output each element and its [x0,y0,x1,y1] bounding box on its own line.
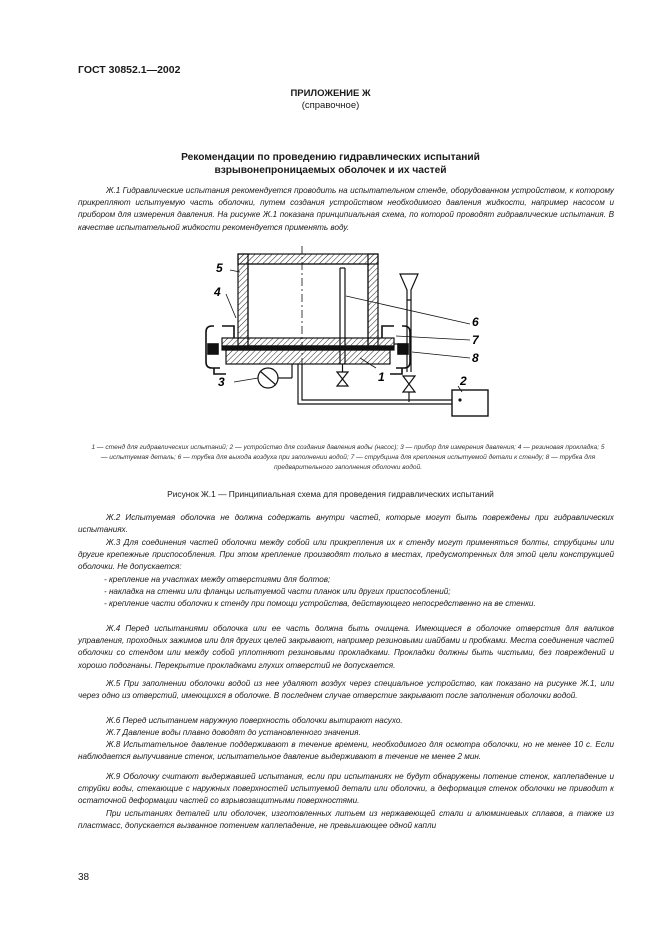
paragraph-zh6: Ж.6 Перед испытанием наружную поверхность оболочки вытирают насухо. [106,716,403,725]
paragraph-zh1: Ж.1 Гидравлические испытания рекомендуется проводить на испытательном стенде, оборудованном устройством, к которому прикрепляют испытуемую часть оболочки, путем создания устройством необходимого давления жидкости, например насосом и прибором для измерения давления. На рисунке Ж.1 показана принципиальная схема, по которой проводят гидравлические испытания. В качестве испытательной жидкости рекомендуется применять воду. [78,186,614,232]
label-6: 6 [472,315,479,329]
label-1: 1 [378,370,385,384]
pump-port [458,398,461,401]
paragraph-zh8: Ж.8 Испытательное давление поддерживают в течение времени, необходимого для осмотра оболочки, но не менее 10 с. Если наблюдается выпучивание стенок, испытательное давление выдерживают в течение не менее 2 мин. [78,740,614,762]
test-part-shell [222,254,394,346]
paragraph-zh4: Ж.4 Перед испытаниями оболочка или ее часть должна быть очищена. Имеющиеся в оболочке отверстия для валиков управления, проходных зажимов или для других целей закрывают, например резиновыми шайбами и пробками. Места соединения частей оболочки со стендом или между собой уплотняют резиновыми прокладками. Прокладки должны быть чистыми, без повреждений и хорошо подогнаны. Перекрытие прокладками глухих отверстий не допускается. [78,624,614,670]
paragraph-zh2: Ж.2 Испытуемая оболочка не должна содержать внутри частей, которые могут быть повреждены при гидравлических испытаниях. [78,513,614,535]
label-2: 2 [460,374,467,388]
filling-tube [394,274,418,402]
paragraph-zh7: Ж.7 Давление воды плавно доводят до установленного значения. [106,728,361,737]
list-item-zh3-2: - накладка на стенки или фланцы испытуемой части планок или других приспособлений; [104,587,451,596]
paragraph-zh5: Ж.5 При заполнении оболочки водой из нее удаляют воздух через специальное устройство, как показано на рисунке Ж.1, или через одно из отверстий, имеющихся в оболочке. В последнем случае отверстие закрывают после заполнения оболочки водой. [78,679,614,701]
label-8: 8 [472,351,479,365]
label-3: 3 [218,375,225,389]
label-5: 5 [216,261,223,275]
list-item-zh3-1: - крепление на участках между отверстиями для болтов; [104,575,331,584]
gasket [222,346,394,350]
test-stand [226,350,390,364]
air-outlet-tube [337,268,348,386]
figure-schematic [0,0,661,440]
pressure-gauge [258,364,292,388]
list-item-zh3-3: - крепление части оболочки к стенду при помощи устройства, действующего непосредственно на ве стенки. [104,599,536,608]
appendix-subtitle: (справочное) [301,100,360,111]
section-title-line2: взрывонепроницаемых оболочек и их частей [214,165,447,176]
appendix-title: ПРИЛОЖЕНИЕ Ж [290,88,371,99]
section-title-line1: Рекомендации по проведению гидравлических испытаний [181,152,480,163]
paragraph-zh9: Ж.9 Оболочку считают выдержавшей испытания, если при испытаниях не будут обнаружены потение стенок, каплепадение и струйки воды, стекающие с наружных поверхностей испытуемой детали или оболочки, а деформация стенок оболочки не приводит к остаточной деформации частей со взрывозащитными поверхностями. [78,772,614,806]
standard-header: ГОСТ 30852.1—2002 [78,64,181,76]
pump-box [452,390,488,416]
page-number: 38 [78,872,90,883]
label-4: 4 [214,285,221,299]
figure-legend: 1 — стенд для гидравлических испытаний; 2 — устройство для создания давления воды (насос); 3 — прибор для измерения давления; 4 — резиновая прокладка; 5 — испытуемая деталь; 6 — трубка для выхода воздуха при заполнении водой; 7 — струбцина для крепления испытуемой детали к стенду; 8 — трубка для предварительного заполнения оболочки водой. [91,444,605,471]
paragraph-zh3: Ж.3 Для соединения частей оболочки между собой или прикрепления их к стенду могут применяться болты, струбцины или другие крепежные приспособления. При этом крепление производят только в местах, предусмотренных для этой цели конструкцией оболочки. Не допускается: [78,538,614,572]
supply-pipe [298,364,452,404]
label-7: 7 [472,333,479,347]
figure-caption: Рисунок Ж.1 — Принципиальная схема для проведения гидравлических испытаний [167,489,494,499]
paragraph-zh10: При испытаниях деталей или оболочек, изготовленных литьем из нержавеющей стали и алюминиевых сплавов, а также из пластмасс, допускается вызванное потением каплепадение, не превышающее одной капли [78,809,614,831]
